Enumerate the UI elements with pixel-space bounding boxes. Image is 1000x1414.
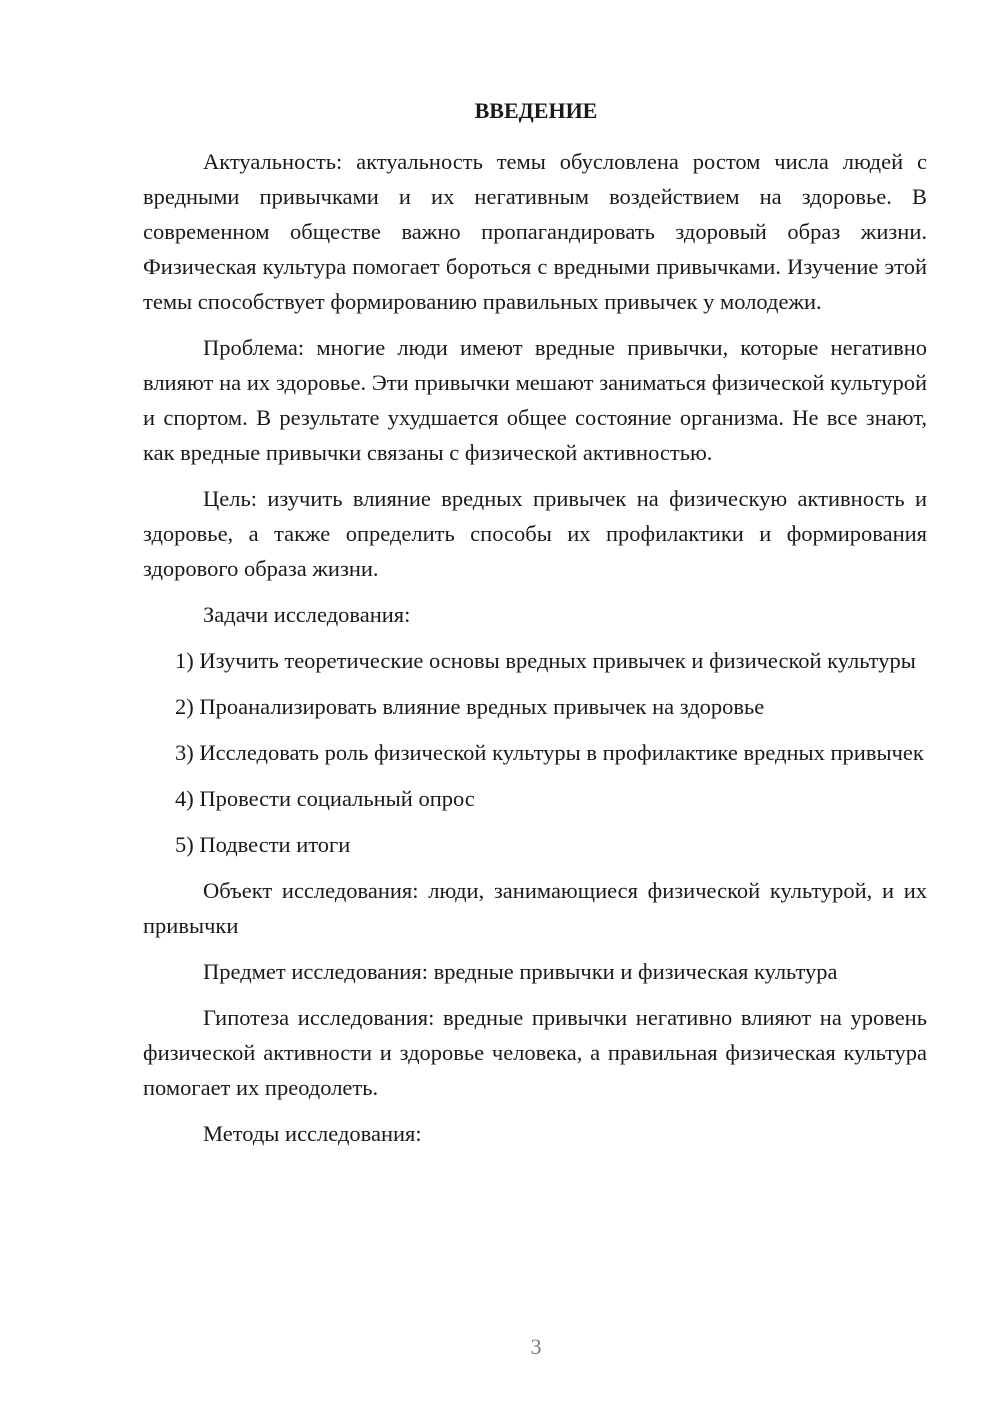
task-item-2: 2) Проанализировать влияние вредных привычек на здоровье [175, 694, 765, 719]
task-item-3: 3) Исследовать роль физической культуры в профилактике вредных привычек [175, 740, 924, 765]
hypothesis-paragraph: Гипотеза исследования: вредные привычки негативно влияют на уровень физической активности и здоровье человека, а правильная физическая культура помогает их преодолеть. [143, 1005, 927, 1100]
subject-paragraph: Предмет исследования: вредные привычки и физическая культура [203, 959, 838, 984]
object-paragraph: Объект исследования: люди, занимающиеся физической культурой, и их привычки [143, 878, 927, 938]
tasks-heading: Задачи исследования: [203, 602, 411, 627]
task-item-5: 5) Подвести итоги [175, 832, 351, 857]
problem-paragraph: Проблема: многие люди имеют вредные привычки, которые негативно влияют на их здоровье. Эти привычки мешают заниматься физической культурой и спортом. В результате ухудшается общее состояние организма. Не все знают, как вредные привычки связаны с физической активностью. [143, 335, 927, 465]
relevance-paragraph: Актуальность: актуальность темы обусловлена ростом числа людей с вредными привычками и их негативным воздействием на здоровье. В современном обществе важно пропагандировать здоровый образ жизни. Физическая культура помогает бороться с вредными привычками. Изучение этой темы способствует формированию правильных привычек у молодежи. [143, 149, 927, 314]
methods-heading: Методы исследования: [203, 1121, 422, 1146]
page-number: 3 [530, 1334, 542, 1359]
task-item-4: 4) Провести социальный опрос [175, 786, 475, 811]
document-body [143, 144, 927, 1162]
page-title: ВВЕДЕНИЕ [474, 98, 598, 123]
goal-paragraph: Цель: изучить влияние вредных привычек на физическую активность и здоровье, а также определить способы их профилактики и формирования здорового образа жизни. [143, 486, 927, 581]
task-item-1: 1) Изучить теоретические основы вредных привычек и физической культуры [175, 648, 916, 673]
